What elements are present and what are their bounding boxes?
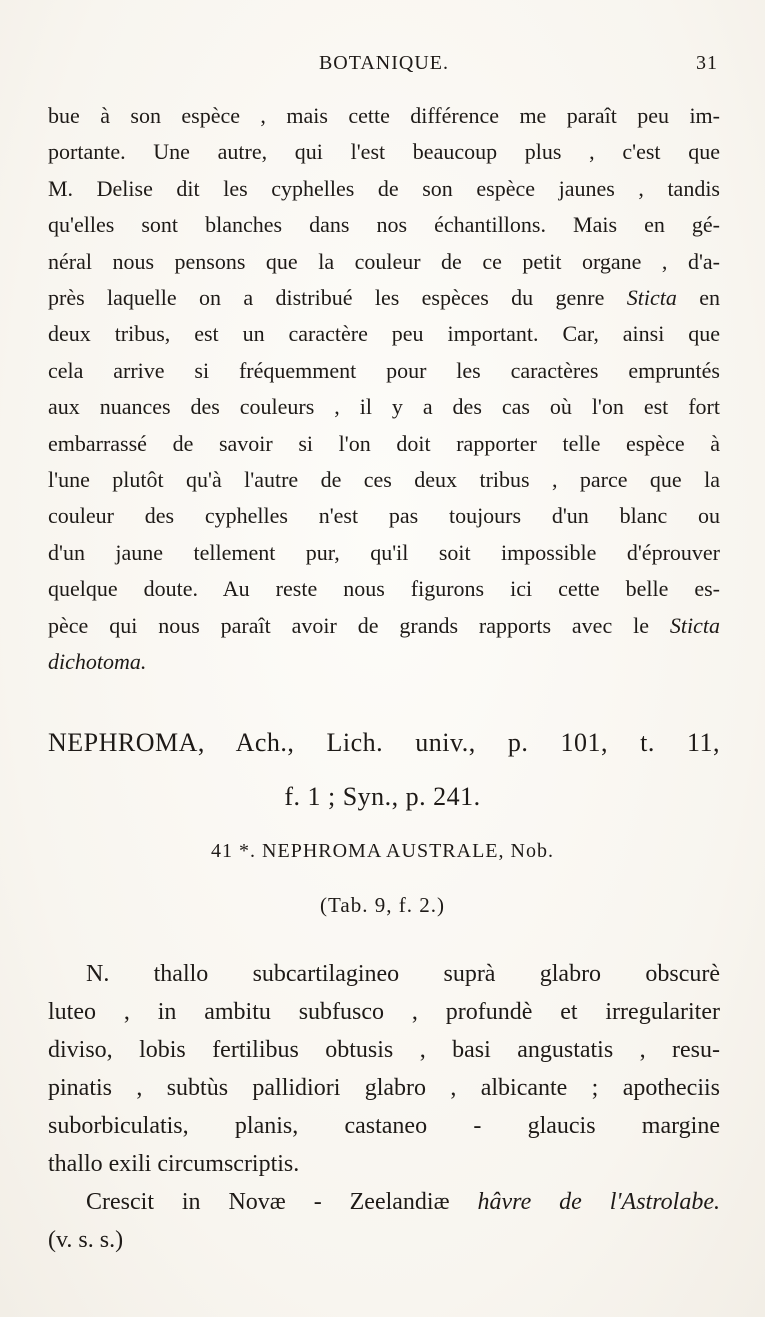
text-segment: portante. Une autre, qui l'est beaucoup plus , c'est que xyxy=(48,139,720,165)
text-segment: embarrassé de savoir si l'on doit rapporter telle espèce à xyxy=(48,430,720,456)
text-segment: deux tribus, est un caractère peu important. Car, ainsi que xyxy=(48,321,720,347)
italic-text: Sticta xyxy=(669,612,720,638)
genus-heading-line-1: NEPHROMA, Ach., Lich. univ., p. 101, t. 11, xyxy=(48,728,720,757)
text-segment: pinatis , subtùs pallidiori glabro , albicante ; apotheciis xyxy=(48,1075,720,1101)
page-number: 31 xyxy=(696,52,718,74)
italic-text: hâvre de l'Astrolabe. xyxy=(477,1189,720,1215)
text-line xyxy=(48,212,720,238)
text-segment: luteo , in ambitu subfusco , profundè et irregulariter xyxy=(48,999,720,1025)
text-line xyxy=(48,467,720,493)
running-head-title: BOTANIQUE. xyxy=(318,52,450,74)
text-line xyxy=(48,613,720,639)
text-segment: thallo exili circumscriptis. xyxy=(48,1151,300,1177)
text-line xyxy=(48,394,720,420)
text-line xyxy=(48,103,720,129)
text-segment: près laquelle on a distribué les espèces du genre xyxy=(48,285,627,310)
text-segment: l'une plutôt qu'à l'autre de ces deux tribus , parce que la xyxy=(48,467,720,492)
text-line xyxy=(48,139,720,165)
text-segment: diviso, lobis fertilibus obtusis , basi angustatis , resu- xyxy=(48,1037,720,1063)
text-segment: qu'elles sont blanches dans nos échantillons. Mais en gé- xyxy=(48,212,720,238)
text-line xyxy=(48,1151,720,1178)
text-line xyxy=(48,1075,720,1102)
genus-heading-line-2: f. 1 ; Syn., p. 241. xyxy=(284,782,481,811)
text-line xyxy=(48,285,720,311)
text-segment: (v. s. s.) xyxy=(48,1227,124,1253)
text-segment: couleur des cyphelles n'est pas toujours d'un blanc ou xyxy=(48,503,720,529)
text-line xyxy=(48,649,720,675)
text-segment: aux nuances des couleurs , il y a des cas où l'on est fort xyxy=(48,394,720,420)
text-segment: bue à son espèce , mais cette différence me paraît peu im- xyxy=(48,103,720,128)
text-segment: d'un jaune tellement pur, qu'il soit impossible d'éprouver xyxy=(48,539,720,565)
text-line xyxy=(48,431,720,457)
italic-text: Sticta xyxy=(626,285,677,310)
text-segment: suborbiculatis, planis, castaneo - glaucis margine xyxy=(48,1113,720,1139)
text-line xyxy=(48,321,720,347)
text-line xyxy=(48,540,720,566)
text-line xyxy=(48,1227,720,1254)
text-line xyxy=(48,176,720,202)
text-segment: N. thallo subcartilagineo suprà glabro obscurè xyxy=(86,961,720,987)
text-segment: néral nous pensons que la couleur de ce petit organe , d'a- xyxy=(48,248,720,274)
text-segment: pèce qui nous paraît avoir de grands rapports avec le xyxy=(48,612,670,638)
text-line xyxy=(86,1189,720,1216)
text-line xyxy=(48,1037,720,1064)
text-segment: cela arrive si fréquemment pour les caractères empruntés xyxy=(48,357,720,383)
text-line xyxy=(86,961,720,988)
text-segment: quelque doute. Au reste nous figurons ici cette belle es- xyxy=(48,576,720,602)
text-line xyxy=(48,358,720,384)
plate-reference: (Tab. 9, f. 2.) xyxy=(320,893,445,917)
italic-text: dichotoma. xyxy=(48,649,147,674)
running-head xyxy=(48,52,720,82)
text-segment: M. Delise dit les cyphelles de son espèce jaunes , tandis xyxy=(48,175,720,201)
text-line xyxy=(48,576,720,602)
species-heading: 41 *. NEPHROMA AUSTRALE, Nob. xyxy=(211,840,554,862)
text-line xyxy=(48,249,720,275)
text-line xyxy=(48,503,720,529)
text-line xyxy=(48,999,720,1026)
text-segment: Crescit in Novæ - Zeelandiæ xyxy=(86,1189,478,1215)
text-line xyxy=(48,1113,720,1140)
text-segment: en xyxy=(676,285,721,310)
